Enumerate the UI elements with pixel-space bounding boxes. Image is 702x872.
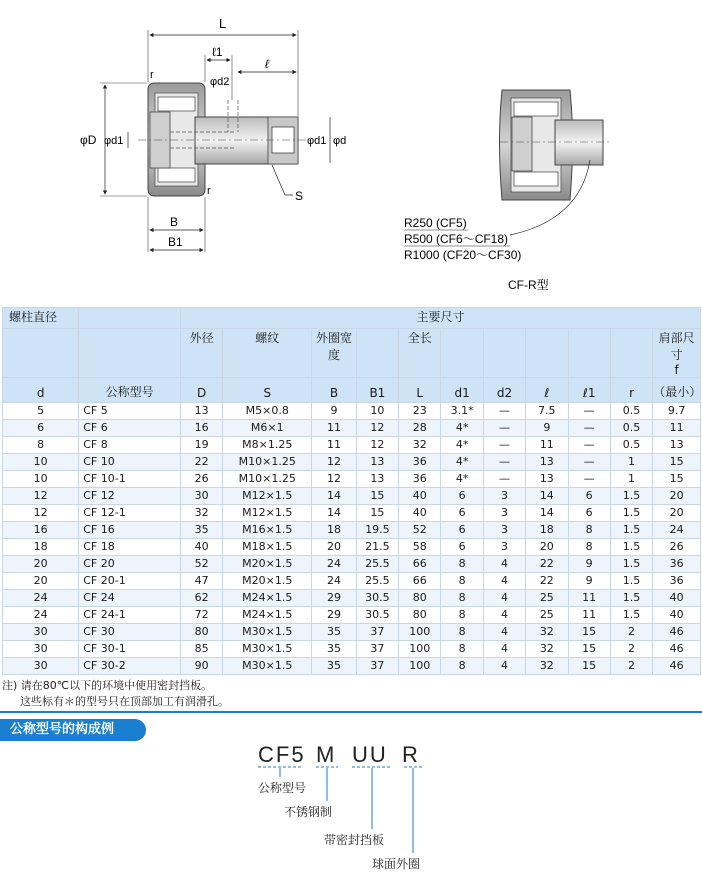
label-r250: R250 (CF5) — [404, 216, 467, 230]
table-cell: 80 — [399, 590, 441, 607]
label-r-top: r — [150, 69, 154, 81]
table-cell: 10 — [3, 471, 79, 488]
section-title: 公称型号的构成例 — [0, 719, 146, 741]
table-cell: CF 20 — [79, 556, 181, 573]
cam-follower-drawing — [0, 0, 702, 305]
table-cell: 15 — [568, 624, 610, 641]
table-cell: 36 — [399, 471, 441, 488]
table-cell: 30 — [3, 641, 79, 658]
header-shoulder — [653, 329, 701, 378]
table-cell: 1 — [610, 471, 652, 488]
table-cell: 4* — [441, 420, 483, 437]
table-row — [3, 556, 701, 573]
spec-table-body — [3, 403, 701, 675]
table-cell: M24×1.5 — [223, 590, 312, 607]
table-cell: 12 — [356, 420, 398, 437]
table-cell: 29 — [312, 607, 356, 624]
table-cell: CF 24-1 — [79, 607, 181, 624]
table-cell: M30×1.5 — [223, 641, 312, 658]
table-cell: 36 — [653, 573, 701, 590]
table-cell: 11 — [568, 607, 610, 624]
code-part-stainless: M — [316, 742, 337, 767]
table-cell: 2 — [610, 624, 652, 641]
table-cell: 6 — [441, 505, 483, 522]
table-cell: 3 — [483, 505, 525, 522]
table-cell: 11 — [526, 437, 568, 454]
table-cell: 72 — [180, 607, 222, 624]
table-cell: CF 30-2 — [79, 658, 181, 675]
header-outer-ring-width: 外圈宽度 — [312, 329, 356, 378]
table-cell: 11 — [312, 437, 356, 454]
table-cell: 1.5 — [610, 539, 652, 556]
table-cell: 7.5 — [526, 403, 568, 420]
header-col-f: f — [674, 363, 679, 377]
table-cell: 21.5 — [356, 539, 398, 556]
header-col-d1: d1 — [441, 378, 483, 403]
table-cell: 6 — [568, 505, 610, 522]
table-cell: 30 — [3, 658, 79, 675]
table-cell: 100 — [399, 641, 441, 658]
table-cell: 100 — [399, 658, 441, 675]
table-cell: 32 — [399, 437, 441, 454]
table-cell: 19 — [180, 437, 222, 454]
table-cell: 4 — [483, 556, 525, 573]
table-cell: 52 — [399, 522, 441, 539]
table-cell: 24 — [3, 590, 79, 607]
table-cell: 1 — [610, 454, 652, 471]
table-cell: CF 18 — [79, 539, 181, 556]
table-cell: 0.5 — [610, 437, 652, 454]
table-cell: 23 — [399, 403, 441, 420]
header-col-S: S — [223, 378, 312, 403]
table-row — [3, 624, 701, 641]
label-phi-D: φD — [80, 133, 97, 147]
header-main-dims: 主要尺寸 — [180, 308, 700, 329]
table-cell: 37 — [356, 624, 398, 641]
table-cell: 13 — [526, 454, 568, 471]
table-cell: M24×1.5 — [223, 607, 312, 624]
table-cell: M10×1.25 — [223, 454, 312, 471]
table-cell: — — [568, 454, 610, 471]
table-cell: 46 — [653, 658, 701, 675]
table-cell: 10 — [356, 403, 398, 420]
table-cell: 80 — [180, 624, 222, 641]
table-cell: 4 — [483, 607, 525, 624]
header-col-B: B — [312, 378, 356, 403]
table-cell: M5×0.8 — [223, 403, 312, 420]
table-cell: 3 — [483, 522, 525, 539]
table-cell: 9.7 — [653, 403, 701, 420]
table-cell: 1.5 — [610, 522, 652, 539]
table-cell: 3 — [483, 488, 525, 505]
table-row — [3, 505, 701, 522]
header-col-L: L — [399, 378, 441, 403]
table-cell: 40 — [399, 488, 441, 505]
table-cell: 6 — [441, 522, 483, 539]
table-cell: — — [568, 471, 610, 488]
table-row — [3, 539, 701, 556]
label-l: ℓ — [265, 57, 269, 71]
header-length: 全长 — [399, 329, 441, 378]
table-cell: 19.5 — [356, 522, 398, 539]
table-cell: — — [483, 454, 525, 471]
table-cell: — — [483, 437, 525, 454]
table-cell: 12 — [312, 471, 356, 488]
table-cell: M20×1.5 — [223, 556, 312, 573]
table-cell: 30 — [3, 624, 79, 641]
table-cell: 9 — [568, 573, 610, 590]
table-cell: — — [568, 420, 610, 437]
table-cell: M20×1.5 — [223, 573, 312, 590]
table-row — [3, 454, 701, 471]
main-view — [80, 16, 346, 252]
table-cell: 8 — [568, 539, 610, 556]
table-cell: 1.5 — [610, 590, 652, 607]
table-cell: 2 — [610, 641, 652, 658]
label-L: L — [219, 16, 227, 31]
table-row — [3, 607, 701, 624]
code-part-spherical: R — [402, 742, 420, 767]
table-cell: 20 — [526, 539, 568, 556]
label-r1000: R1000 (CF20～CF30) — [404, 248, 522, 262]
table-cell: 6 — [441, 539, 483, 556]
table-cell: 6 — [3, 420, 79, 437]
table-cell: 5 — [3, 403, 79, 420]
table-cell: 8 — [441, 641, 483, 658]
table-cell: 0.5 — [610, 403, 652, 420]
table-cell: 6 — [441, 488, 483, 505]
note-lube-hole: 这些标有＊的型号只在顶部加工有润滑孔。 — [20, 695, 229, 708]
table-row — [3, 471, 701, 488]
table-cell: CF 10-1 — [79, 471, 181, 488]
table-cell: CF 12-1 — [79, 505, 181, 522]
table-cell: 40 — [180, 539, 222, 556]
table-cell: 13 — [356, 471, 398, 488]
variant-view — [404, 90, 610, 292]
table-row — [3, 590, 701, 607]
table-cell: 66 — [399, 556, 441, 573]
label-phi-d: φd — [333, 135, 347, 147]
table-cell: 13 — [526, 471, 568, 488]
table-cell: 26 — [180, 471, 222, 488]
table-cell: 32 — [180, 505, 222, 522]
table-cell: 36 — [653, 556, 701, 573]
table-cell: 14 — [312, 505, 356, 522]
table-cell: 24 — [3, 607, 79, 624]
header-outer-dia: 外径 — [180, 329, 222, 378]
table-cell: 25 — [526, 607, 568, 624]
table-cell: 20 — [312, 539, 356, 556]
table-cell: CF 5 — [79, 403, 181, 420]
table-cell: 4 — [483, 590, 525, 607]
table-cell: 36 — [399, 454, 441, 471]
table-cell: 32 — [526, 624, 568, 641]
table-cell: 1.5 — [610, 505, 652, 522]
table-row — [3, 437, 701, 454]
table-cell: — — [483, 471, 525, 488]
table-cell: 14 — [526, 505, 568, 522]
table-cell: 15 — [356, 505, 398, 522]
header-col-B1: B1 — [356, 378, 398, 403]
table-cell: 16 — [3, 522, 79, 539]
table-row — [3, 488, 701, 505]
label-l1: ℓ1 — [212, 45, 223, 59]
variant-caption: CF-R型 — [508, 278, 549, 292]
header-col-l: ℓ — [526, 378, 568, 403]
table-row — [3, 573, 701, 590]
label-r500: R500 (CF6～CF18) — [404, 232, 509, 246]
table-cell: 11 — [312, 420, 356, 437]
table-cell: 18 — [526, 522, 568, 539]
table-cell: CF 20-1 — [79, 573, 181, 590]
table-cell: 8 — [441, 573, 483, 590]
table-cell: 4* — [441, 454, 483, 471]
table-cell: 29 — [312, 590, 356, 607]
table-cell: 46 — [653, 624, 701, 641]
table-cell: 13 — [180, 403, 222, 420]
table-cell: 8 — [441, 556, 483, 573]
code-label-spherical: 球面外圈 — [372, 857, 421, 871]
table-row — [3, 420, 701, 437]
table-cell: 12 — [3, 505, 79, 522]
table-cell: 15 — [568, 658, 610, 675]
table-cell: 4 — [483, 658, 525, 675]
model-code-diagram — [0, 735, 702, 871]
table-cell: M30×1.5 — [223, 624, 312, 641]
table-cell: CF 30-1 — [79, 641, 181, 658]
table-cell: — — [568, 403, 610, 420]
table-cell: 8 — [568, 522, 610, 539]
table-cell: M18×1.5 — [223, 539, 312, 556]
table-cell: 18 — [312, 522, 356, 539]
table-cell: 37 — [356, 641, 398, 658]
header-col-d2: d2 — [483, 378, 525, 403]
table-cell: 4 — [483, 573, 525, 590]
table-cell: 6 — [568, 488, 610, 505]
table-cell: 40 — [653, 607, 701, 624]
code-label-stainless: 不锈钢制 — [284, 805, 333, 819]
table-cell: M30×1.5 — [223, 658, 312, 675]
table-cell: 8 — [441, 624, 483, 641]
table-cell: CF 8 — [79, 437, 181, 454]
table-cell: 4* — [441, 471, 483, 488]
table-cell: 12 — [3, 488, 79, 505]
table-cell: 30 — [180, 488, 222, 505]
table-cell: 35 — [312, 624, 356, 641]
table-cell: 80 — [399, 607, 441, 624]
code-part-seal: UU — [352, 742, 388, 767]
label-S: S — [295, 189, 304, 203]
table-cell: M16×1.5 — [223, 522, 312, 539]
section-divider — [0, 711, 702, 713]
table-cell: 35 — [312, 641, 356, 658]
table-cell: 37 — [356, 658, 398, 675]
header-shoulder-label: 肩部尺寸 — [658, 331, 695, 362]
note-seal: 注) 请在80℃以下的环境中使用密封挡板。 — [2, 679, 213, 692]
table-cell: 4 — [483, 624, 525, 641]
table-row — [3, 403, 701, 420]
table-cell: 24 — [653, 522, 701, 539]
code-label-seal: 带密封挡板 — [324, 833, 385, 847]
table-cell: 8 — [441, 590, 483, 607]
table-cell: 22 — [526, 556, 568, 573]
header-col-model: 公称型号 — [79, 378, 181, 403]
table-cell: 20 — [653, 505, 701, 522]
table-cell: 25 — [526, 590, 568, 607]
table-cell: 1.5 — [610, 607, 652, 624]
table-cell: 1.5 — [610, 573, 652, 590]
table-cell: 30.5 — [356, 607, 398, 624]
table-cell: 30.5 — [356, 590, 398, 607]
header-col-r: r — [610, 378, 652, 403]
table-cell: 1.5 — [610, 556, 652, 573]
table-cell: — — [483, 420, 525, 437]
label-phi-d2: φd2 — [210, 76, 230, 88]
table-cell: 58 — [399, 539, 441, 556]
table-cell: 46 — [653, 641, 701, 658]
table-row — [3, 522, 701, 539]
table-cell: 11 — [653, 420, 701, 437]
header-col-fmin: （最小） — [653, 378, 701, 403]
label-B: B — [170, 215, 179, 229]
table-cell: 15 — [653, 471, 701, 488]
table-cell: 10 — [3, 454, 79, 471]
table-cell: 2 — [610, 658, 652, 675]
table-cell: 22 — [180, 454, 222, 471]
table-cell: 24 — [312, 573, 356, 590]
label-B1: B1 — [168, 235, 183, 249]
table-cell: 66 — [399, 573, 441, 590]
table-cell: 40 — [653, 590, 701, 607]
table-cell: 14 — [312, 488, 356, 505]
table-cell: 52 — [180, 556, 222, 573]
table-cell: CF 12 — [79, 488, 181, 505]
table-cell: M12×1.5 — [223, 505, 312, 522]
table-cell: 40 — [399, 505, 441, 522]
table-row — [3, 641, 701, 658]
table-cell: CF 30 — [79, 624, 181, 641]
table-cell: 47 — [180, 573, 222, 590]
table-cell: 28 — [399, 420, 441, 437]
table-cell: 32 — [526, 658, 568, 675]
table-cell: 20 — [3, 573, 79, 590]
header-col-D: D — [180, 378, 222, 403]
table-cell: 20 — [653, 488, 701, 505]
table-cell: CF 24 — [79, 590, 181, 607]
table-cell: — — [568, 437, 610, 454]
table-cell: 15 — [356, 488, 398, 505]
table-cell: 12 — [312, 454, 356, 471]
table-cell: 25.5 — [356, 573, 398, 590]
table-cell: 24 — [312, 556, 356, 573]
spec-table — [2, 307, 701, 675]
header-col-d: d — [3, 378, 79, 403]
header-thread: 螺纹 — [223, 329, 312, 378]
table-cell: M12×1.5 — [223, 488, 312, 505]
table-cell: 15 — [568, 641, 610, 658]
table-cell: 85 — [180, 641, 222, 658]
code-label-model: 公称型号 — [258, 781, 307, 795]
table-cell: 12 — [356, 437, 398, 454]
table-cell: 9 — [568, 556, 610, 573]
code-part-model: CF5 — [258, 742, 306, 767]
table-cell: 0.5 — [610, 420, 652, 437]
table-cell: 32 — [526, 641, 568, 658]
table-cell: 4 — [483, 641, 525, 658]
table-cell: CF 10 — [79, 454, 181, 471]
table-row — [3, 658, 701, 675]
table-cell: 20 — [3, 556, 79, 573]
table-cell: 8 — [441, 607, 483, 624]
header-stud-dia: 螺柱直径 — [3, 308, 79, 329]
table-cell: 13 — [653, 437, 701, 454]
table-cell: 35 — [180, 522, 222, 539]
table-cell: 9 — [312, 403, 356, 420]
table-cell: CF 6 — [79, 420, 181, 437]
table-cell: 1.5 — [610, 488, 652, 505]
table-cell: 100 — [399, 624, 441, 641]
table-cell: 3.1* — [441, 403, 483, 420]
table-cell: 8 — [441, 658, 483, 675]
table-cell: 18 — [3, 539, 79, 556]
table-cell: 15 — [653, 454, 701, 471]
table-cell: 9 — [526, 420, 568, 437]
header-col-l1: ℓ1 — [568, 378, 610, 403]
table-cell: 8 — [3, 437, 79, 454]
label-phi-d1-right: φd1 — [307, 135, 327, 147]
table-cell: 26 — [653, 539, 701, 556]
table-cell: M6×1 — [223, 420, 312, 437]
table-cell: 90 — [180, 658, 222, 675]
label-phi-d1-left: φd1 — [104, 135, 124, 147]
table-cell: — — [483, 403, 525, 420]
table-cell: 3 — [483, 539, 525, 556]
label-r-bottom: r — [207, 185, 211, 197]
table-cell: 25.5 — [356, 556, 398, 573]
table-cell: 14 — [526, 488, 568, 505]
table-cell: 35 — [312, 658, 356, 675]
table-cell: 22 — [526, 573, 568, 590]
table-cell: 11 — [568, 590, 610, 607]
table-cell: M8×1.25 — [223, 437, 312, 454]
table-cell: 13 — [356, 454, 398, 471]
table-cell: CF 16 — [79, 522, 181, 539]
table-cell: 62 — [180, 590, 222, 607]
table-cell: M10×1.25 — [223, 471, 312, 488]
table-cell: 16 — [180, 420, 222, 437]
code-leader-lines — [0, 735, 702, 871]
table-cell: 4* — [441, 437, 483, 454]
